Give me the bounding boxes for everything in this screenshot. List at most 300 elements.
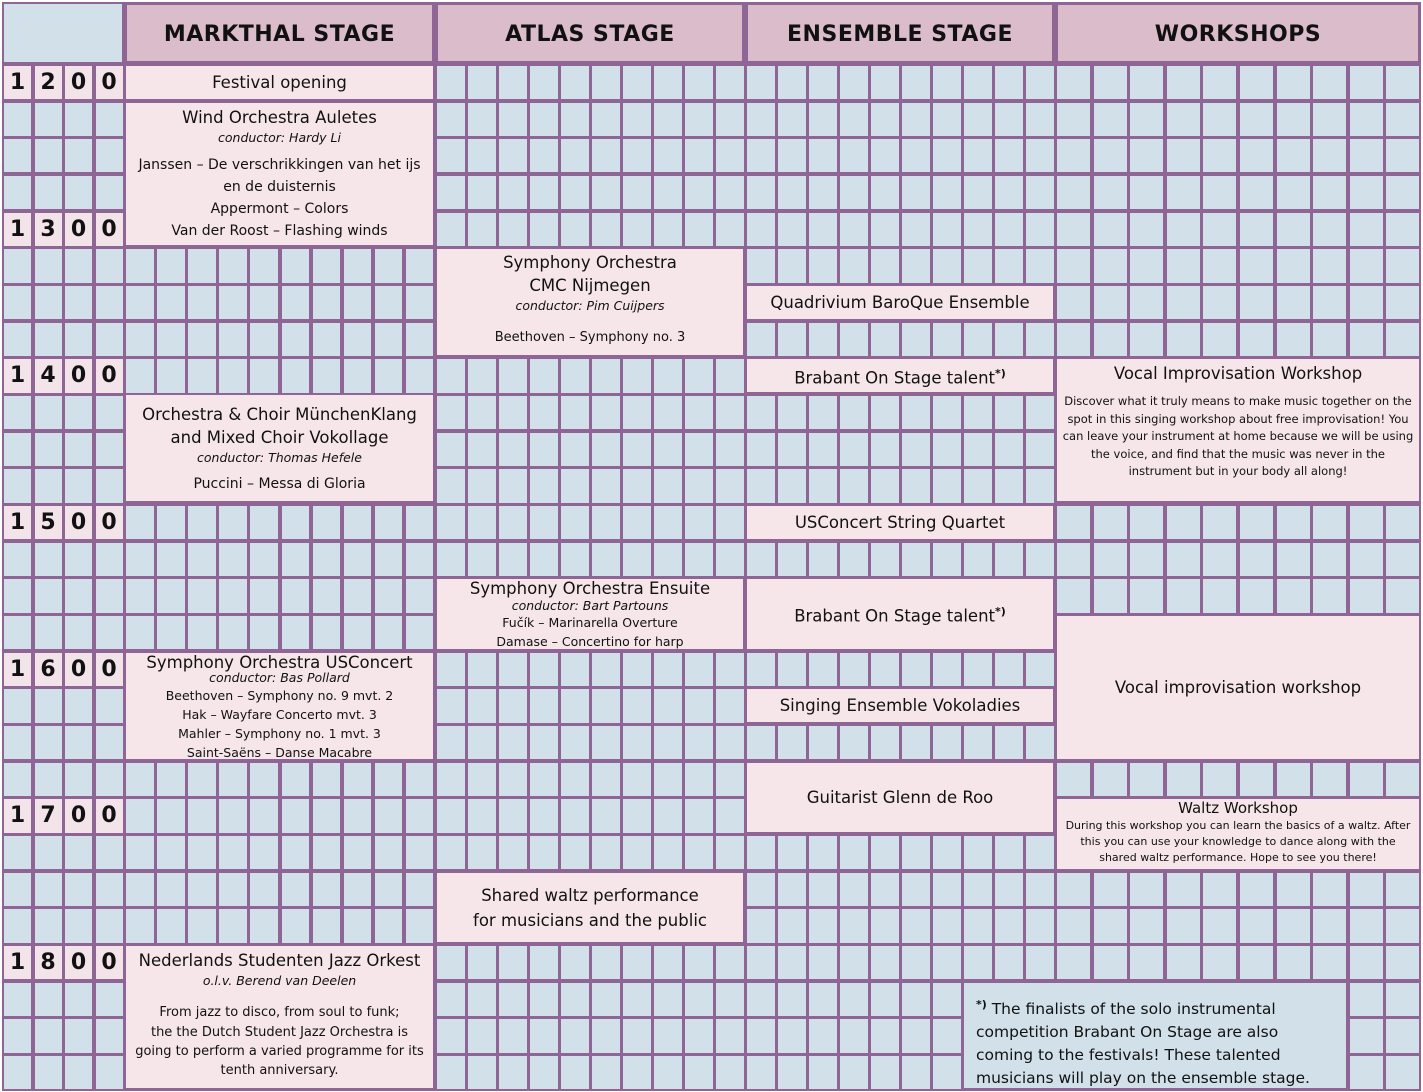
- grid-cell: [94, 687, 125, 724]
- grid-cell: [993, 871, 1025, 908]
- grid-cell: [776, 1017, 808, 1054]
- grid-cell: [1092, 284, 1129, 321]
- grid-cell: [1165, 541, 1202, 578]
- grid-cell: [63, 687, 94, 724]
- grid-cell: [63, 321, 94, 358]
- grid-cell: [590, 724, 622, 761]
- grid-cell: [962, 321, 994, 358]
- grid-cell: [466, 504, 498, 541]
- grid-cell: [590, 651, 622, 688]
- grid-cell: [280, 907, 312, 944]
- grid-cell: [186, 871, 218, 908]
- grid-cell: [124, 907, 156, 944]
- grid-cell: [124, 321, 156, 358]
- grid-cell: [652, 834, 684, 871]
- grid-cell: [838, 64, 870, 101]
- grid-cell: [621, 797, 653, 834]
- grid-cell: [33, 284, 64, 321]
- grid-cell: [435, 211, 467, 248]
- grid-cell: [248, 504, 280, 541]
- grid-cell: [1384, 211, 1421, 248]
- grid-cell: [1275, 247, 1312, 284]
- grid-cell: [776, 541, 808, 578]
- event-piece: Damase – Concertino for harp: [496, 634, 684, 649]
- grid-cell: [1384, 174, 1421, 211]
- grid-cell: [559, 724, 591, 761]
- event-piece: Van der Roost – Flashing winds: [171, 223, 388, 239]
- footnote-box: [962, 981, 1348, 1090]
- grid-cell: [931, 907, 963, 944]
- grid-cell: [2, 1017, 33, 1054]
- grid-cell: [931, 101, 963, 138]
- conductor-prefix: conductor:: [197, 449, 269, 465]
- grid-cell: [745, 247, 777, 284]
- grid-cell: [621, 724, 653, 761]
- grid-cell: [807, 541, 839, 578]
- grid-cell: [466, 101, 498, 138]
- grid-cell: [1128, 871, 1165, 908]
- grid-cell: [807, 651, 839, 688]
- grid-cell: [776, 174, 808, 211]
- grid-cell: [373, 541, 405, 578]
- grid-cell: [838, 137, 870, 174]
- grid-cell: [155, 871, 187, 908]
- grid-cell: [311, 871, 343, 908]
- grid-cell: [962, 431, 994, 468]
- hour-digit: 1: [2, 944, 33, 981]
- grid-cell: [466, 944, 498, 981]
- grid-cell: [683, 1054, 715, 1091]
- grid-cell: [466, 137, 498, 174]
- grid-cell: [248, 284, 280, 321]
- grid-cell: [2, 174, 33, 211]
- grid-cell: [2, 1054, 33, 1091]
- grid-cell: [714, 761, 746, 798]
- grid-cell: [373, 577, 405, 614]
- grid-cell: [497, 541, 529, 578]
- grid-cell: [931, 431, 963, 468]
- grid-cell: [2, 907, 33, 944]
- grid-cell: [621, 137, 653, 174]
- grid-cell: [683, 944, 715, 981]
- grid-cell: [962, 64, 994, 101]
- grid-cell: [1348, 907, 1385, 944]
- event-conductor: o.l.v. Berend van Deelen: [202, 973, 357, 988]
- event-title-line: Symphony Orchestra: [503, 253, 677, 272]
- grid-cell: [186, 504, 218, 541]
- grid-cell: [1024, 541, 1056, 578]
- grid-cell: [931, 944, 963, 981]
- grid-cell: [1275, 871, 1312, 908]
- talent-title: Brabant On Stage talent: [794, 368, 996, 388]
- grid-cell: [900, 834, 932, 871]
- grid-cell: [1348, 761, 1385, 798]
- event-description: Discover what it truly means to make music together on the spot in this singing workshop about free improvisation! You can leave your instrument at home because we will be using the voice, and find that the music was never in the instrument but in your body all along!: [1062, 394, 1414, 478]
- grid-cell: [155, 834, 187, 871]
- grid-cell: [155, 321, 187, 358]
- grid-cell: [931, 137, 963, 174]
- event-symphony-orchestra-cmc-nijmegen: [435, 247, 745, 357]
- grid-cell: [652, 394, 684, 431]
- grid-cell: [1092, 101, 1129, 138]
- grid-cell: [1238, 577, 1275, 614]
- event-description: From jazz to disco, from soul to funk;: [159, 1005, 400, 1020]
- grid-cell: [435, 541, 467, 578]
- grid-cell: [1348, 284, 1385, 321]
- grid-cell: [342, 504, 374, 541]
- hour-digit: 0: [63, 944, 94, 981]
- grid-cell: [186, 797, 218, 834]
- grid-cell: [1275, 64, 1312, 101]
- grid-cell: [1201, 101, 1238, 138]
- grid-cell: [1384, 137, 1421, 174]
- grid-cell: [2, 321, 33, 358]
- grid-cell: [155, 247, 187, 284]
- grid-cell: [807, 871, 839, 908]
- grid-cell: [155, 907, 187, 944]
- grid-cell: [124, 577, 156, 614]
- event-waltz-workshop: [1055, 797, 1421, 871]
- grid-cell: [155, 614, 187, 651]
- grid-cell: [1055, 211, 1092, 248]
- grid-cell: [466, 174, 498, 211]
- grid-cell: [63, 1017, 94, 1054]
- grid-cell: [1384, 981, 1421, 1018]
- grid-cell: [1238, 504, 1275, 541]
- grid-cell: [931, 394, 963, 431]
- grid-cell: [435, 651, 467, 688]
- grid-cell: [497, 394, 529, 431]
- grid-cell: [186, 541, 218, 578]
- grid-cell: [776, 431, 808, 468]
- grid-cell: [404, 871, 436, 908]
- grid-cell: [1348, 944, 1385, 981]
- grid-cell: [2, 834, 33, 871]
- event-piece: Beethoven – Symphony no. 3: [494, 330, 686, 345]
- grid-cell: [466, 357, 498, 394]
- grid-cell: [94, 871, 125, 908]
- grid-cell: [621, 357, 653, 394]
- grid-cell: [528, 174, 560, 211]
- grid-cell: [621, 504, 653, 541]
- grid-cell: [590, 1054, 622, 1091]
- grid-cell: [590, 541, 622, 578]
- grid-cell: [248, 247, 280, 284]
- grid-cell: [33, 724, 64, 761]
- grid-cell: [869, 211, 901, 248]
- grid-cell: [2, 394, 33, 431]
- grid-cell: [217, 577, 249, 614]
- grid-cell: [33, 394, 64, 431]
- grid-cell: [869, 1054, 901, 1091]
- grid-cell: [2, 467, 33, 504]
- grid-cell: [931, 211, 963, 248]
- grid-cell: [155, 797, 187, 834]
- grid-cell: [435, 981, 467, 1018]
- grid-cell: [311, 761, 343, 798]
- grid-cell: [33, 467, 64, 504]
- grid-cell: [94, 467, 125, 504]
- event-piece: Fučík – Marinarella Overture: [502, 615, 678, 630]
- grid-cell: [993, 101, 1025, 138]
- event-title: Vocal Improvisation Workshop: [1113, 364, 1363, 383]
- grid-cell: [559, 761, 591, 798]
- grid-cell: [466, 797, 498, 834]
- grid-cell: [1055, 137, 1092, 174]
- grid-cell: [652, 761, 684, 798]
- grid-cell: [1055, 761, 1092, 798]
- grid-cell: [1128, 541, 1165, 578]
- event-title-line: Shared waltz performance: [481, 885, 699, 905]
- grid-cell: [280, 504, 312, 541]
- grid-cell: [621, 211, 653, 248]
- grid-cell: [1275, 284, 1312, 321]
- grid-cell: [714, 137, 746, 174]
- grid-cell: [1384, 577, 1421, 614]
- grid-cell: [2, 871, 33, 908]
- grid-cell: [1092, 137, 1129, 174]
- grid-cell: [528, 981, 560, 1018]
- grid-cell: [373, 871, 405, 908]
- grid-cell: [94, 284, 125, 321]
- grid-cell: [900, 907, 932, 944]
- grid-cell: [900, 321, 932, 358]
- grid-cell: [714, 687, 746, 724]
- grid-cell: [714, 797, 746, 834]
- grid-cell: [280, 834, 312, 871]
- grid-cell: [528, 431, 560, 468]
- grid-cell: [869, 137, 901, 174]
- grid-cell: [807, 431, 839, 468]
- grid-cell: [1092, 504, 1129, 541]
- grid-cell: [900, 944, 932, 981]
- grid-cell: [404, 614, 436, 651]
- grid-cell: [776, 651, 808, 688]
- grid-cell: [590, 394, 622, 431]
- grid-cell: [404, 577, 436, 614]
- grid-cell: [590, 834, 622, 871]
- event-conductor: conductor: Bas Pollard: [209, 670, 350, 685]
- grid-cell: [652, 357, 684, 394]
- grid-cell: [528, 687, 560, 724]
- grid-cell: [466, 761, 498, 798]
- grid-cell: [683, 724, 715, 761]
- hour-digit: 0: [63, 797, 94, 834]
- grid-cell: [838, 651, 870, 688]
- grid-cell: [2, 541, 33, 578]
- grid-cell: [94, 247, 125, 284]
- grid-cell: [466, 211, 498, 248]
- grid-cell: [838, 907, 870, 944]
- grid-cell: [993, 651, 1025, 688]
- grid-cell: [900, 467, 932, 504]
- grid-cell: [1055, 321, 1092, 358]
- grid-cell: [962, 247, 994, 284]
- grid-cell: [931, 724, 963, 761]
- grid-cell: [993, 944, 1025, 981]
- grid-cell: [1201, 284, 1238, 321]
- event-conductor: conductor: Hardy Li: [218, 130, 341, 145]
- grid-cell: [373, 834, 405, 871]
- grid-cell: [1165, 321, 1202, 358]
- grid-cell: [559, 834, 591, 871]
- hour-digit: 3: [33, 211, 64, 248]
- hour-digit: 4: [33, 357, 64, 394]
- grid-cell: [1055, 247, 1092, 284]
- grid-cell: [1024, 431, 1056, 468]
- grid-cell: [621, 431, 653, 468]
- grid-cell: [528, 651, 560, 688]
- grid-cell: [217, 357, 249, 394]
- grid-cell: [1348, 541, 1385, 578]
- grid-cell: [33, 761, 64, 798]
- grid-cell: [559, 651, 591, 688]
- grid-cell: [33, 614, 64, 651]
- grid-cell: [807, 467, 839, 504]
- grid-cell: [683, 64, 715, 101]
- talent-title: Brabant On Stage talent: [794, 606, 996, 626]
- grid-cell: [838, 1017, 870, 1054]
- grid-cell: [869, 871, 901, 908]
- grid-cell: [435, 467, 467, 504]
- event-title: Vocal improvisation workshop: [1114, 678, 1362, 697]
- grid-cell: [993, 724, 1025, 761]
- grid-cell: [683, 761, 715, 798]
- grid-cell: [838, 724, 870, 761]
- grid-cell: [931, 247, 963, 284]
- grid-cell: [217, 761, 249, 798]
- grid-cell: [745, 981, 777, 1018]
- grid-cell: [931, 541, 963, 578]
- grid-cell: [1024, 394, 1056, 431]
- footnote-mark: *): [995, 366, 1006, 380]
- grid-cell: [993, 64, 1025, 101]
- grid-cell: [217, 284, 249, 321]
- grid-cell: [528, 394, 560, 431]
- grid-cell: [776, 101, 808, 138]
- grid-cell: [900, 174, 932, 211]
- grid-cell: [590, 357, 622, 394]
- grid-cell: [1384, 504, 1421, 541]
- event-title: Symphony Orchestra Ensuite: [469, 579, 711, 598]
- grid-cell: [931, 1054, 963, 1091]
- hour-digit: 0: [63, 651, 94, 688]
- grid-cell: [962, 137, 994, 174]
- grid-cell: [683, 101, 715, 138]
- grid-cell: [1128, 907, 1165, 944]
- grid-cell: [714, 101, 746, 138]
- grid-cell: [621, 174, 653, 211]
- grid-cell: [652, 431, 684, 468]
- hour-digit: 1: [2, 797, 33, 834]
- grid-cell: [1201, 321, 1238, 358]
- grid-cell: [311, 504, 343, 541]
- grid-cell: [124, 871, 156, 908]
- grid-cell: [776, 724, 808, 761]
- grid-cell: [993, 394, 1025, 431]
- grid-cell: [311, 797, 343, 834]
- grid-cell: [1238, 211, 1275, 248]
- grid-cell: [590, 137, 622, 174]
- grid-cell: [1201, 761, 1238, 798]
- footnote-mark: *): [995, 605, 1006, 619]
- grid-cell: [1165, 907, 1202, 944]
- grid-cell: [528, 211, 560, 248]
- grid-cell: [931, 1017, 963, 1054]
- event-wind-orchestra-auletes: [124, 101, 435, 247]
- grid-cell: [1055, 541, 1092, 578]
- grid-cell: [559, 101, 591, 138]
- grid-cell: [94, 614, 125, 651]
- grid-cell: [931, 321, 963, 358]
- hour-digit: 1: [2, 64, 33, 101]
- grid-cell: [621, 944, 653, 981]
- grid-cell: [714, 64, 746, 101]
- grid-cell: [683, 834, 715, 871]
- grid-cell: [94, 1017, 125, 1054]
- grid-cell: [373, 907, 405, 944]
- grid-cell: [745, 394, 777, 431]
- grid-cell: [280, 577, 312, 614]
- grid-cell: [683, 174, 715, 211]
- grid-cell: [776, 1054, 808, 1091]
- grid-cell: [652, 64, 684, 101]
- grid-cell: [1165, 504, 1202, 541]
- grid-cell: [807, 247, 839, 284]
- grid-cell: [94, 394, 125, 431]
- grid-cell: [683, 211, 715, 248]
- grid-cell: [466, 981, 498, 1018]
- grid-cell: [807, 101, 839, 138]
- event-piece: Janssen – De verschrikkingen van het ijs en de duisternis: [138, 157, 421, 195]
- grid-cell: [217, 247, 249, 284]
- grid-cell: [124, 541, 156, 578]
- grid-cell: [1311, 247, 1348, 284]
- grid-cell: [342, 357, 374, 394]
- grid-cell: [280, 614, 312, 651]
- grid-cell: [1238, 541, 1275, 578]
- grid-cell: [714, 1054, 746, 1091]
- grid-cell: [745, 907, 777, 944]
- grid-cell: [776, 394, 808, 431]
- grid-cell: [900, 247, 932, 284]
- event-title: Waltz Workshop: [1178, 799, 1298, 817]
- grid-cell: [63, 614, 94, 651]
- grid-cell: [621, 467, 653, 504]
- grid-cell: [652, 724, 684, 761]
- event-title: [794, 600, 1006, 628]
- event-title: USConcert String Quartet: [794, 513, 1006, 532]
- grid-cell: [590, 174, 622, 211]
- grid-cell: [962, 467, 994, 504]
- grid-cell: [745, 321, 777, 358]
- event-vocal-improvisation-workshop-2: [1055, 614, 1421, 761]
- event-title: Quadrivium BaroQue Ensemble: [770, 293, 1030, 312]
- grid-cell: [714, 394, 746, 431]
- grid-cell: [776, 211, 808, 248]
- grid-cell: [124, 797, 156, 834]
- grid-cell: [1055, 907, 1092, 944]
- hour-digit: 0: [63, 504, 94, 541]
- hour-digit: 5: [33, 504, 64, 541]
- grid-cell: [342, 614, 374, 651]
- grid-cell: [404, 797, 436, 834]
- grid-cell: [435, 174, 467, 211]
- grid-cell: [1275, 211, 1312, 248]
- grid-cell: [683, 357, 715, 394]
- grid-cell: [993, 834, 1025, 871]
- grid-cell: [280, 541, 312, 578]
